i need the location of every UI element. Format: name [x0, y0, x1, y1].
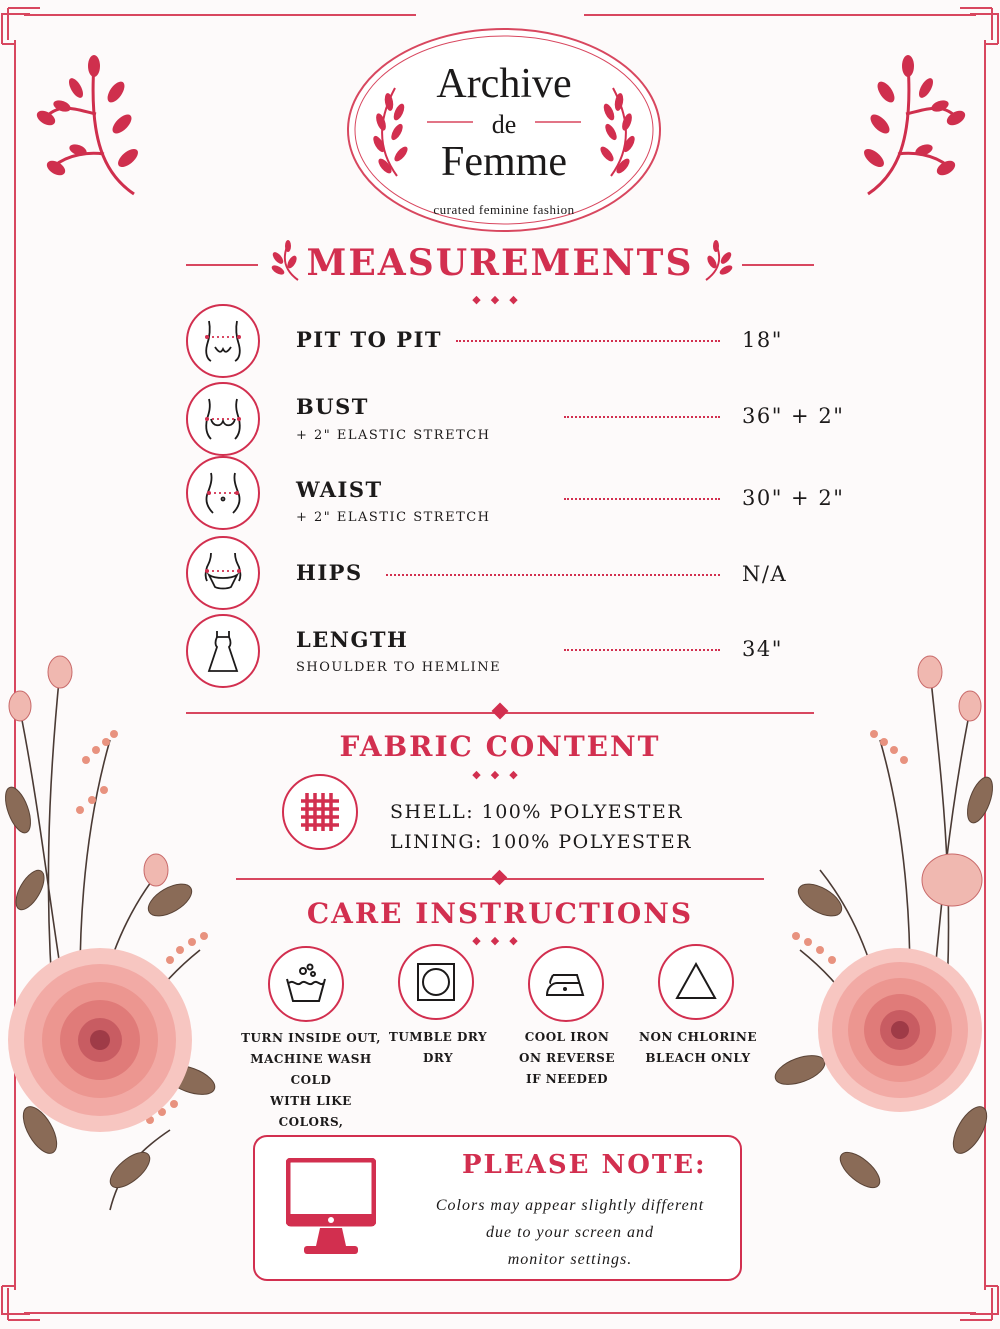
measurement-value-hips: N/A — [742, 562, 788, 586]
waist-icon — [186, 456, 260, 530]
dotted-leader — [386, 574, 720, 576]
iron-icon — [528, 946, 604, 1022]
brand-tagline: curated feminine fashion — [433, 202, 575, 217]
fabric-weave-icon — [282, 774, 358, 850]
please-note-text: Colors may appear slightly different due to your screen and monitor settings. — [435, 1197, 705, 1268]
measurement-label-pit-to-pit: PIT TO PIT — [296, 327, 443, 352]
floral-bouquet-left — [0, 650, 250, 1260]
measurements-title: MEASUREMENTS — [306, 242, 694, 284]
brand-name-line1: Archive — [436, 61, 572, 107]
care-text-tumble-dry: TUMBLE DRY DRY — [388, 1030, 488, 1065]
please-note-title: PLEASE NOTE: — [462, 1150, 707, 1180]
diamond-ornament: ◆◆◆ — [472, 768, 528, 781]
measurement-value-bust: 36" + 2" — [742, 404, 845, 428]
dotted-leader — [564, 416, 720, 418]
measurement-value-pit-to-pit: 18" — [742, 328, 783, 352]
corner-sprig-left — [34, 54, 144, 204]
pit-to-pit-torso-icon — [186, 304, 260, 378]
wash-basin-icon — [268, 946, 344, 1022]
measurement-label-waist: WAIST — [296, 477, 383, 502]
care-text-iron: COOL IRON ON REVERSE IF NEEDED — [519, 1030, 615, 1086]
measurement-label-bust: BUST — [296, 394, 369, 419]
dotted-leader — [456, 340, 720, 342]
diamond-ornament: ◆◆◆ — [472, 293, 528, 306]
measurement-sub-length: SHOULDER TO HEMLINE — [296, 660, 502, 675]
care-text-bleach: NON CHLORINE BLEACH ONLY — [638, 1030, 758, 1065]
measurement-sub-waist: + 2" ELASTIC STRETCH — [296, 510, 491, 525]
measurement-sub-bust: + 2" ELASTIC STRETCH — [296, 428, 491, 443]
care-text-wash: TURN INSIDE OUT, MACHINE WASH COLD WITH LIKE COLORS, — [241, 1031, 381, 1129]
fabric-shell: SHELL: 100% POLYESTER — [390, 801, 684, 823]
hips-icon — [186, 536, 260, 610]
dotted-leader — [564, 649, 720, 651]
dotted-leader — [564, 498, 720, 500]
bleach-triangle-icon — [658, 944, 734, 1020]
measurement-value-length: 34" — [742, 637, 783, 661]
brand-logo — [345, 26, 663, 234]
tumble-dry-icon — [398, 944, 474, 1020]
brand-name-line3: Femme — [441, 139, 567, 185]
bust-icon — [186, 382, 260, 456]
floral-bouquet-right — [760, 650, 1000, 1260]
measurement-label-length: LENGTH — [296, 627, 409, 652]
fabric-title: FABRIC CONTENT — [339, 730, 661, 763]
corner-sprig-right — [858, 54, 968, 204]
brand-name-line2: de — [491, 110, 517, 139]
fabric-lining: LINING: 100% POLYESTER — [390, 831, 692, 853]
monitor-icon — [286, 1158, 376, 1258]
care-title: CARE INSTRUCTIONS — [306, 897, 694, 930]
measurement-value-waist: 30" + 2" — [742, 486, 845, 510]
diamond-ornament: ◆◆◆ — [472, 934, 528, 947]
measurement-label-hips: HIPS — [296, 560, 363, 585]
